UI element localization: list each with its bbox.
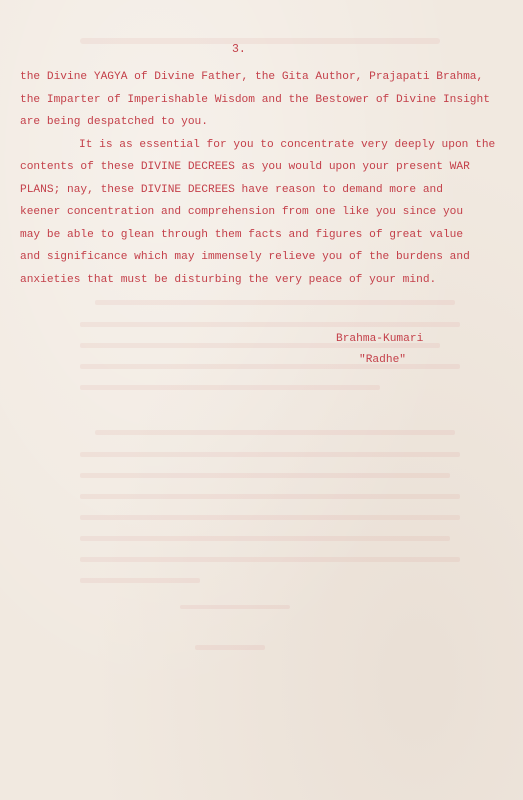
paragraph-2-line-4: keener concentration and comprehension from one like you since you — [20, 206, 464, 218]
page-number: 3. — [232, 43, 246, 56]
paragraph-2-line-3: PLANS; nay, these DIVINE DECREES have reason to demand more and — [20, 184, 443, 196]
paragraph-1-line-2: the Imparter of Imperishable Wisdom and the Bestower of Divine Insight — [20, 94, 490, 106]
paragraph-1-line-3: are being despatched to you. — [20, 116, 208, 128]
paragraph-2-line-2: contents of these DIVINE DECREES as you would upon your present WAR — [20, 161, 470, 173]
paragraph-2-line-7: anxieties that must be disturbing the very peace of your mind. — [20, 274, 437, 286]
paragraph-2-line-6: and significance which may immensely relieve you of the burdens and — [20, 251, 470, 263]
paragraph-2-line-5: may be able to glean through them facts and figures of great value — [20, 229, 464, 241]
signature-name: Brahma-Kumari — [336, 333, 424, 345]
paragraph-1-line-1: the Divine YAGYA of Divine Father, the Gita Author, Prajapati Brahma, — [20, 71, 484, 83]
paragraph-2-line-1: It is as essential for you to concentrate very deeply upon the — [79, 139, 496, 151]
signature-alias: "Radhe" — [359, 354, 406, 366]
